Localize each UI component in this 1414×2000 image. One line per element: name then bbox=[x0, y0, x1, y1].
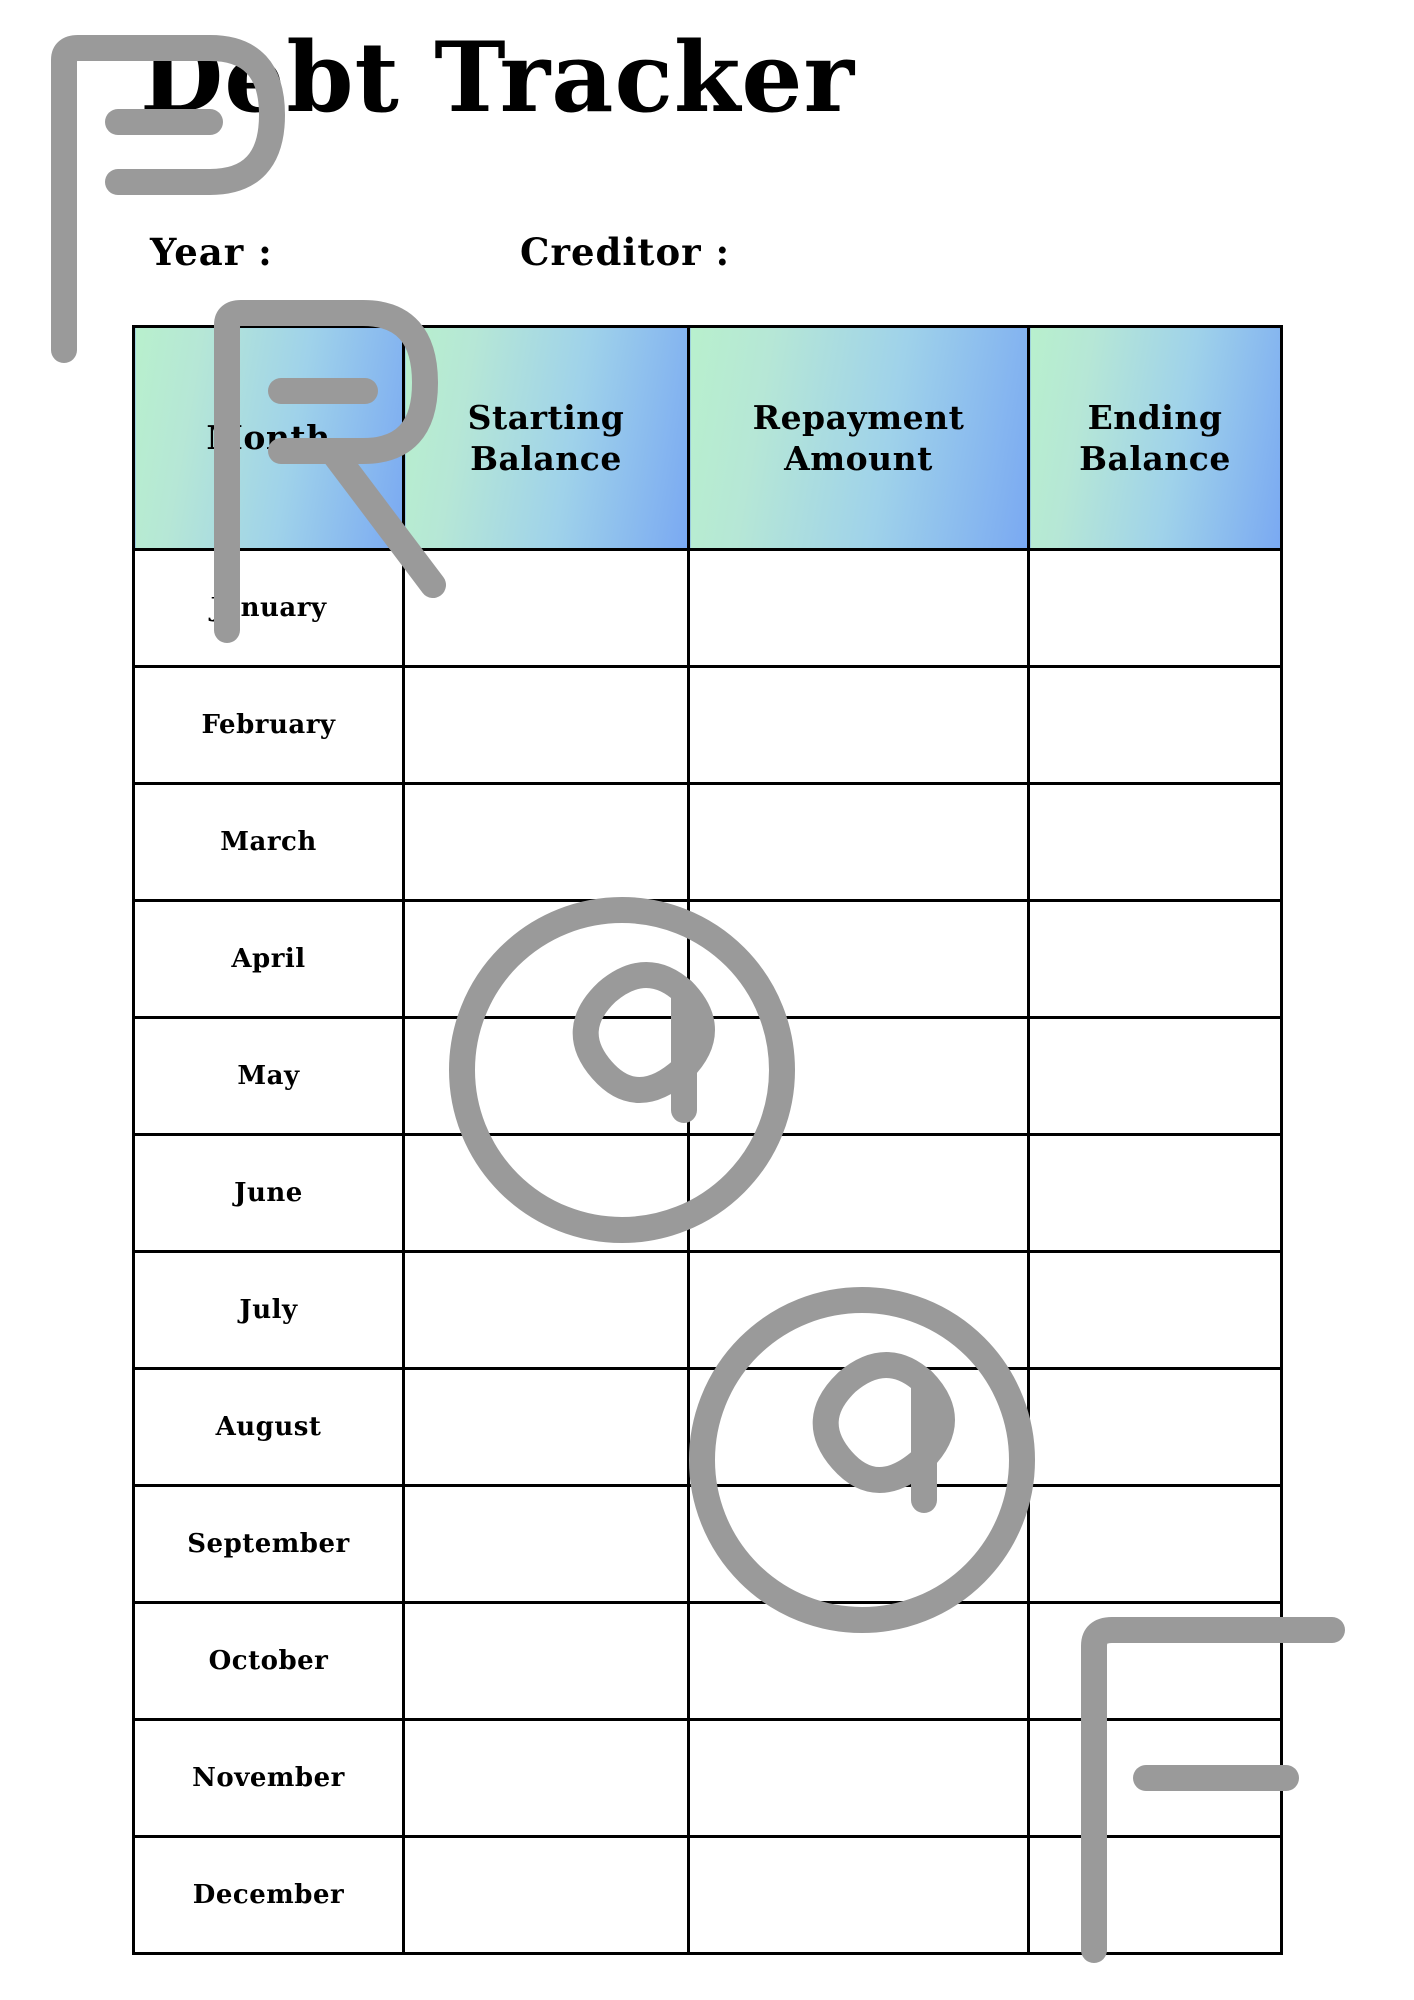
month-cell: January bbox=[134, 550, 404, 667]
month-cell: March bbox=[134, 784, 404, 901]
ending-balance-cell[interactable] bbox=[1029, 784, 1282, 901]
month-cell: August bbox=[134, 1369, 404, 1486]
table-row bbox=[134, 784, 1282, 901]
table-row bbox=[134, 1720, 1282, 1837]
repayment-amount-cell[interactable] bbox=[689, 550, 1029, 667]
starting-balance-cell[interactable] bbox=[404, 1486, 689, 1603]
year-label: Year : bbox=[150, 230, 273, 274]
column-header-month-label: Month bbox=[206, 418, 331, 458]
table-row bbox=[134, 1837, 1282, 1954]
ending-balance-cell[interactable] bbox=[1029, 1486, 1282, 1603]
column-header-starting-balance-line2: Balance bbox=[470, 439, 622, 478]
repayment-amount-cell[interactable] bbox=[689, 667, 1029, 784]
table-row bbox=[134, 1252, 1282, 1369]
starting-balance-cell[interactable] bbox=[404, 1252, 689, 1369]
table-header bbox=[134, 327, 1282, 550]
ending-balance-cell[interactable] bbox=[1029, 1603, 1282, 1720]
ending-balance-cell[interactable] bbox=[1029, 1369, 1282, 1486]
ending-balance-cell[interactable] bbox=[1029, 1135, 1282, 1252]
column-header-ending-balance-line2: Balance bbox=[1079, 439, 1231, 478]
month-cell: November bbox=[134, 1720, 404, 1837]
column-header-month bbox=[134, 327, 404, 550]
ending-balance-cell[interactable] bbox=[1029, 1252, 1282, 1369]
starting-balance-cell[interactable] bbox=[404, 901, 689, 1018]
table-row bbox=[134, 550, 1282, 667]
starting-balance-cell[interactable] bbox=[404, 667, 689, 784]
starting-balance-cell[interactable] bbox=[404, 1837, 689, 1954]
table-row bbox=[134, 667, 1282, 784]
form-field-row bbox=[150, 230, 1250, 280]
starting-balance-cell[interactable] bbox=[404, 1018, 689, 1135]
month-cell: February bbox=[134, 667, 404, 784]
repayment-amount-cell[interactable] bbox=[689, 1720, 1029, 1837]
ending-balance-cell[interactable] bbox=[1029, 667, 1282, 784]
starting-balance-cell[interactable] bbox=[404, 1369, 689, 1486]
table-header-row bbox=[134, 327, 1282, 550]
repayment-amount-cell[interactable] bbox=[689, 1018, 1029, 1135]
ending-balance-cell[interactable] bbox=[1029, 1018, 1282, 1135]
column-header-repayment-line2: Amount bbox=[784, 439, 933, 478]
repayment-amount-cell[interactable] bbox=[689, 784, 1029, 901]
starting-balance-cell[interactable] bbox=[404, 1135, 689, 1252]
table-row bbox=[134, 1486, 1282, 1603]
table-row bbox=[134, 1135, 1282, 1252]
column-header-starting-balance bbox=[404, 327, 689, 550]
table-row bbox=[134, 1369, 1282, 1486]
column-header-repayment-line1: Repayment bbox=[752, 397, 965, 437]
repayment-amount-cell[interactable] bbox=[689, 1837, 1029, 1954]
month-cell: July bbox=[134, 1252, 404, 1369]
table-body bbox=[134, 550, 1282, 1954]
month-cell: October bbox=[134, 1603, 404, 1720]
page-title: Debt Tracker bbox=[140, 21, 856, 134]
month-cell: April bbox=[134, 901, 404, 1018]
starting-balance-cell[interactable] bbox=[404, 550, 689, 667]
repayment-amount-cell[interactable] bbox=[689, 901, 1029, 1018]
table-row bbox=[134, 1018, 1282, 1135]
creditor-label: Creditor : bbox=[520, 230, 731, 274]
repayment-amount-cell[interactable] bbox=[689, 1135, 1029, 1252]
repayment-amount-cell[interactable] bbox=[689, 1252, 1029, 1369]
debt-tracker-table bbox=[132, 325, 1283, 1955]
ending-balance-cell[interactable] bbox=[1029, 901, 1282, 1018]
ending-balance-cell[interactable] bbox=[1029, 550, 1282, 667]
table-row bbox=[134, 901, 1282, 1018]
month-cell: May bbox=[134, 1018, 404, 1135]
starting-balance-cell[interactable] bbox=[404, 784, 689, 901]
month-cell: September bbox=[134, 1486, 404, 1603]
column-header-repayment-amount bbox=[689, 327, 1029, 550]
month-cell: December bbox=[134, 1837, 404, 1954]
column-header-ending-balance-line1: Ending bbox=[1087, 397, 1223, 437]
month-cell: June bbox=[134, 1135, 404, 1252]
repayment-amount-cell[interactable] bbox=[689, 1486, 1029, 1603]
column-header-starting-balance-line1: Starting bbox=[467, 397, 625, 437]
column-header-ending-balance bbox=[1029, 327, 1282, 550]
table-row bbox=[134, 1603, 1282, 1720]
ending-balance-cell[interactable] bbox=[1029, 1720, 1282, 1837]
repayment-amount-cell[interactable] bbox=[689, 1369, 1029, 1486]
ending-balance-cell[interactable] bbox=[1029, 1837, 1282, 1954]
starting-balance-cell[interactable] bbox=[404, 1720, 689, 1837]
starting-balance-cell[interactable] bbox=[404, 1603, 689, 1720]
repayment-amount-cell[interactable] bbox=[689, 1603, 1029, 1720]
